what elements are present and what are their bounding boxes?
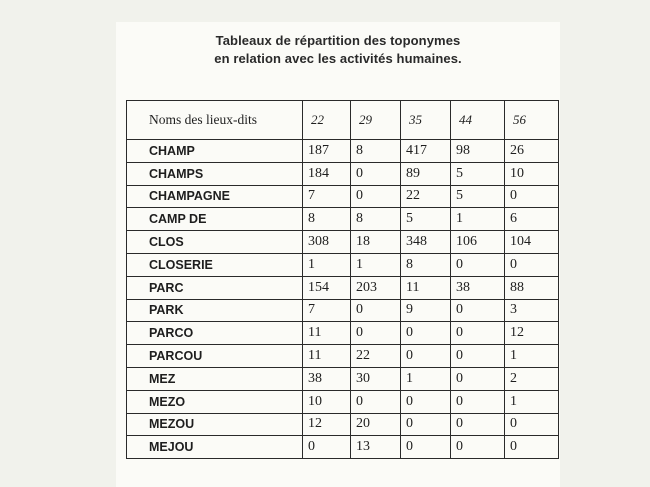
cell-value: 0 [303, 436, 351, 459]
row-name: PARCO [127, 322, 303, 345]
title-line-2: en relation avec les activités humaines. [214, 51, 462, 66]
cell-value: 0 [451, 322, 505, 345]
table-row [127, 208, 559, 231]
table-row [127, 162, 559, 185]
header-name: Noms des lieux-dits [127, 101, 303, 140]
table-row [127, 322, 559, 345]
cell-value: 5 [401, 208, 451, 231]
cell-value: 1 [351, 253, 401, 276]
cell-value: 38 [303, 367, 351, 390]
cell-value: 1 [401, 367, 451, 390]
cell-value: 0 [451, 345, 505, 368]
cell-value: 7 [303, 299, 351, 322]
table-row [127, 390, 559, 413]
cell-value: 0 [401, 322, 451, 345]
table-header-row [127, 101, 559, 140]
header-col-29: 29 [351, 101, 401, 140]
cell-value: 2 [505, 367, 559, 390]
row-name: CLOS [127, 231, 303, 254]
row-name: MEZOU [127, 413, 303, 436]
cell-value: 11 [303, 322, 351, 345]
document-page [116, 22, 560, 487]
cell-value: 308 [303, 231, 351, 254]
cell-value: 10 [303, 390, 351, 413]
header-col-56: 56 [505, 101, 559, 140]
cell-value: 38 [451, 276, 505, 299]
cell-value: 11 [303, 345, 351, 368]
cell-value: 89 [401, 162, 451, 185]
cell-value: 20 [351, 413, 401, 436]
row-name: MEJOU [127, 436, 303, 459]
cell-value: 0 [451, 253, 505, 276]
cell-value: 0 [351, 162, 401, 185]
cell-value: 30 [351, 367, 401, 390]
cell-value: 8 [401, 253, 451, 276]
cell-value: 187 [303, 140, 351, 163]
table-row [127, 231, 559, 254]
cell-value: 417 [401, 140, 451, 163]
row-name: CHAMPAGNE [127, 185, 303, 208]
cell-value: 5 [451, 162, 505, 185]
row-name: PARCOU [127, 345, 303, 368]
cell-value: 8 [351, 208, 401, 231]
cell-value: 8 [303, 208, 351, 231]
cell-value: 0 [351, 299, 401, 322]
cell-value: 0 [505, 185, 559, 208]
title-line-1: Tableaux de répartition des toponymes [215, 33, 461, 48]
row-name: PARC [127, 276, 303, 299]
cell-value: 9 [401, 299, 451, 322]
header-col-44: 44 [451, 101, 505, 140]
cell-value: 0 [451, 413, 505, 436]
cell-value: 22 [401, 185, 451, 208]
cell-value: 0 [351, 322, 401, 345]
cell-value: 0 [451, 367, 505, 390]
cell-value: 88 [505, 276, 559, 299]
cell-value: 0 [351, 185, 401, 208]
row-name: MEZ [127, 367, 303, 390]
header-col-22: 22 [303, 101, 351, 140]
cell-value: 7 [303, 185, 351, 208]
cell-value: 3 [505, 299, 559, 322]
cell-value: 0 [451, 299, 505, 322]
table-row [127, 367, 559, 390]
table-row [127, 253, 559, 276]
row-name: PARK [127, 299, 303, 322]
table-row [127, 140, 559, 163]
cell-value: 0 [401, 413, 451, 436]
cell-value: 11 [401, 276, 451, 299]
cell-value: 203 [351, 276, 401, 299]
cell-value: 26 [505, 140, 559, 163]
cell-value: 1 [505, 390, 559, 413]
cell-value: 1 [303, 253, 351, 276]
cell-value: 22 [351, 345, 401, 368]
cell-value: 6 [505, 208, 559, 231]
cell-value: 0 [505, 436, 559, 459]
table-row [127, 413, 559, 436]
cell-value: 98 [451, 140, 505, 163]
table-row [127, 436, 559, 459]
table-row [127, 276, 559, 299]
cell-value: 0 [401, 345, 451, 368]
cell-value: 0 [401, 390, 451, 413]
cell-value: 8 [351, 140, 401, 163]
cell-value: 0 [505, 413, 559, 436]
cell-value: 184 [303, 162, 351, 185]
row-name: CLOSERIE [127, 253, 303, 276]
cell-value: 12 [303, 413, 351, 436]
cell-value: 0 [505, 253, 559, 276]
header-col-35: 35 [401, 101, 451, 140]
cell-value: 0 [401, 436, 451, 459]
cell-value: 0 [451, 436, 505, 459]
cell-value: 1 [505, 345, 559, 368]
document-title [116, 32, 560, 68]
cell-value: 154 [303, 276, 351, 299]
row-name: CHAMPS [127, 162, 303, 185]
cell-value: 5 [451, 185, 505, 208]
cell-value: 10 [505, 162, 559, 185]
cell-value: 0 [351, 390, 401, 413]
table-row [127, 345, 559, 368]
cell-value: 13 [351, 436, 401, 459]
row-name: CHAMP [127, 140, 303, 163]
cell-value: 104 [505, 231, 559, 254]
cell-value: 12 [505, 322, 559, 345]
row-name: CAMP DE [127, 208, 303, 231]
row-name: MEZO [127, 390, 303, 413]
cell-value: 18 [351, 231, 401, 254]
table-row [127, 299, 559, 322]
toponym-table [126, 100, 559, 459]
cell-value: 0 [451, 390, 505, 413]
table-row [127, 185, 559, 208]
cell-value: 1 [451, 208, 505, 231]
cell-value: 348 [401, 231, 451, 254]
cell-value: 106 [451, 231, 505, 254]
